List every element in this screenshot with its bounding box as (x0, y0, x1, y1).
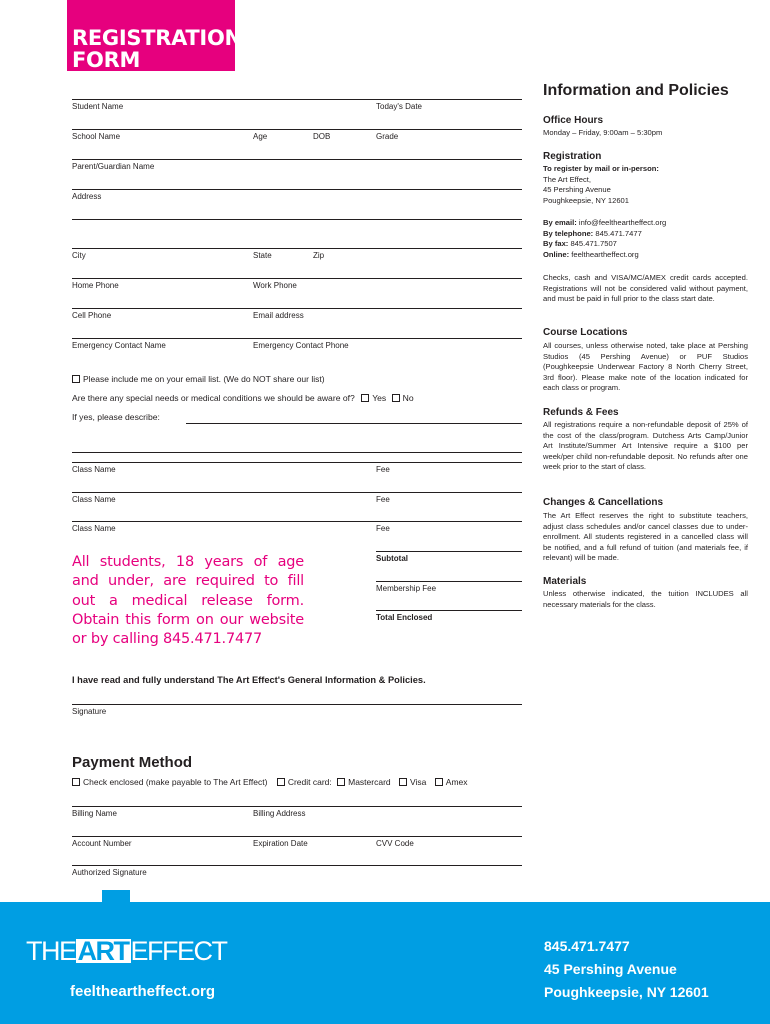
footer-phone: 845.471.7477 (544, 938, 630, 954)
cell-phone-label: Cell Phone (72, 311, 112, 320)
special-needs-question: Are there any special needs or medical conditions we should be aware of? (72, 393, 355, 403)
email-list-checkbox[interactable] (72, 375, 80, 383)
logo-effect: EFFECT (130, 936, 227, 966)
zip-label: Zip (313, 251, 325, 260)
title-line-2: FORM (72, 48, 141, 72)
account-number-label: Account Number (72, 839, 132, 848)
fee-label-1: Fee (376, 465, 390, 474)
emergency-line[interactable] (72, 338, 522, 339)
registration-details (543, 164, 659, 206)
footer-address-1: 45 Pershing Avenue (544, 961, 677, 977)
membership-fee-label: Membership Fee (376, 584, 437, 593)
age-label: Age (253, 132, 268, 141)
city-line[interactable] (72, 248, 522, 249)
online-value[interactable]: feeltheartheffect.org (571, 249, 639, 259)
email-list-label: Please include me on your email list. (We do NOT share our list) (83, 374, 325, 384)
class-name-label-1: Class Name (72, 465, 116, 474)
dob-label: DOB (313, 132, 331, 141)
membership-line[interactable] (376, 581, 522, 582)
amex-label: Amex (445, 777, 468, 787)
by-email-value[interactable]: info@feeltheartheffect.org (578, 218, 667, 227)
cvv-label: CVV Code (376, 839, 414, 848)
materials-text: Unless otherwise indicated, the tuition INCLUDES all necessary materials for the class. (543, 589, 748, 609)
student-name-label: Student Name (72, 102, 124, 111)
fee-label-3: Fee (376, 524, 390, 533)
logo-art: ART (77, 936, 129, 966)
by-fax-label: By fax: (543, 239, 569, 249)
authorized-signature-line[interactable] (72, 865, 522, 866)
cell-phone-line[interactable] (72, 308, 522, 309)
school-name-label: School Name (72, 132, 121, 141)
by-phone-label: By telephone: (543, 228, 594, 238)
amex-checkbox[interactable] (435, 778, 443, 786)
school-name-line[interactable] (72, 129, 522, 130)
office-hours-title: Office Hours (543, 115, 604, 126)
subtotal-label: Subtotal (376, 554, 408, 563)
reg-address-3: Poughkeepsie, NY 12601 (543, 195, 629, 205)
authorized-signature-label: Authorized Signature (72, 868, 147, 877)
reg-address-1: The Art Effect, (543, 174, 591, 184)
signature-label: Signature (72, 707, 107, 716)
fee-label-2: Fee (376, 495, 390, 504)
by-email-label: By email: (543, 218, 577, 227)
total-line[interactable] (376, 610, 522, 611)
billing-line[interactable] (72, 806, 522, 807)
class-line-3[interactable] (72, 521, 522, 522)
class-name-label-2: Class Name (72, 495, 116, 504)
check-enclosed-checkbox[interactable] (72, 778, 80, 786)
todays-date-label: Today's Date (376, 102, 422, 111)
describe-line-2[interactable] (72, 452, 522, 453)
visa-checkbox[interactable] (399, 778, 407, 786)
art-effect-logo (26, 936, 227, 967)
billing-name-label: Billing Name (72, 809, 117, 818)
online-label: Online: (543, 249, 570, 259)
grade-label: Grade (376, 132, 399, 141)
describe-line-1[interactable] (186, 423, 522, 424)
address-line[interactable] (72, 189, 522, 190)
credit-card-label: Credit card: (287, 777, 332, 787)
refunds-title: Refunds & Fees (543, 407, 619, 418)
emergency-name-label: Emergency Contact Name (72, 341, 166, 350)
by-phone-value: 845.471.7477 (595, 228, 642, 238)
class-line-1[interactable] (72, 462, 522, 463)
describe-label: If yes, please describe: (72, 412, 160, 422)
student-name-line[interactable] (72, 99, 522, 100)
materials-title: Materials (543, 576, 587, 587)
footer-notch-left (70, 902, 102, 910)
signature-line[interactable] (72, 704, 522, 705)
visa-label: Visa (410, 777, 427, 787)
payment-policy-text: Checks, cash and VISA/MC/AMEX credit cards accepted. Registrations will not be considered valid without payment, and must be paid in full prior to the class start date. (543, 273, 748, 304)
mastercard-checkbox[interactable] (337, 778, 345, 786)
billing-address-label: Billing Address (253, 809, 306, 818)
subtotal-line[interactable] (376, 551, 522, 552)
parent-name-label: Parent/Guardian Name (72, 162, 155, 171)
footer-notch-shape (0, 890, 770, 910)
class-name-label-3: Class Name (72, 524, 116, 533)
city-label: City (72, 251, 86, 260)
changes-title: Changes & Cancellations (543, 497, 664, 508)
account-line[interactable] (72, 836, 522, 837)
home-phone-line[interactable] (72, 278, 522, 279)
info-title: Information and Policies (543, 82, 729, 99)
course-locations-title: Course Locations (543, 327, 628, 338)
office-hours-text: Monday – Friday, 9:00am – 5:30pm (543, 128, 663, 137)
expiration-label: Expiration Date (253, 839, 308, 848)
payment-method-title: Payment Method (72, 754, 193, 771)
registration-title: Registration (543, 151, 602, 162)
mastercard-label: Mastercard (348, 777, 391, 787)
form-title (72, 27, 242, 71)
credit-card-checkbox[interactable] (277, 778, 285, 786)
acknowledgement-text: I have read and fully understand The Art Effect's General Information & Policies. (72, 675, 426, 685)
by-fax-value: 845.471.7507 (570, 239, 617, 249)
special-needs-no-checkbox[interactable] (392, 394, 400, 402)
yes-label: Yes (372, 393, 387, 403)
parent-name-line[interactable] (72, 159, 522, 160)
no-label: No (402, 393, 414, 403)
special-needs-yes-checkbox[interactable] (361, 394, 369, 402)
address-line-2[interactable] (72, 219, 522, 220)
email-label: Email address (253, 311, 304, 320)
reg-mail-label: To register by mail or in-person: (543, 164, 659, 173)
title-line-1: REGISTRATION (72, 26, 242, 50)
special-needs-question-row (72, 393, 414, 403)
footer-notch-tab (102, 890, 130, 910)
class-line-2[interactable] (72, 492, 522, 493)
footer-website[interactable]: feeltheartheffect.org (70, 983, 216, 1000)
state-label: State (253, 251, 272, 260)
logo-the: THE (26, 936, 76, 966)
changes-text: The Art Effect reserves the right to substitute teachers, adjust class schedules and/or cancel classes due to under-enrollment. All students registered in a cancelled class will be notified, and a full refund of tuition (and materials fee, if relevant) will be made. (543, 511, 748, 563)
check-enclosed-label: Check enclosed (make payable to The Art Effect) (83, 777, 268, 787)
refunds-text: All registrations require a non-refundable deposit of 25% of the cost of the class/program. Dutchess Arts Camp/Junior Art Institute/Summer Art Intensive require a $100 per week/per child non-refundable deposit. No refunds after one week prior to the start of class. (543, 420, 748, 472)
medical-release-note: All students, 18 years of age and under, are required to fill out a medical release form. Obtain this form on our website or by calling 845.471.7477 (72, 554, 304, 648)
reg-address-2: 45 Pershing Avenue (543, 185, 611, 195)
contact-methods (543, 218, 666, 260)
course-locations-text: All courses, unless otherwise noted, take place at Pershing Studios (45 Pershing Avenue) or PUF Studios (Poughkeepsie Underwear Factory 8 North Cherry Street, 3rd floor). Please make note of the location indicated for each class or program. (543, 341, 748, 393)
emergency-phone-label: Emergency Contact Phone (253, 341, 349, 350)
footer-address-2: Poughkeepsie, NY 12601 (544, 984, 709, 1000)
total-enclosed-label: Total Enclosed (376, 613, 433, 622)
home-phone-label: Home Phone (72, 281, 119, 290)
work-phone-label: Work Phone (253, 281, 297, 290)
address-label: Address (72, 192, 102, 201)
email-list-option[interactable] (72, 374, 325, 384)
payment-options-row (72, 777, 468, 787)
